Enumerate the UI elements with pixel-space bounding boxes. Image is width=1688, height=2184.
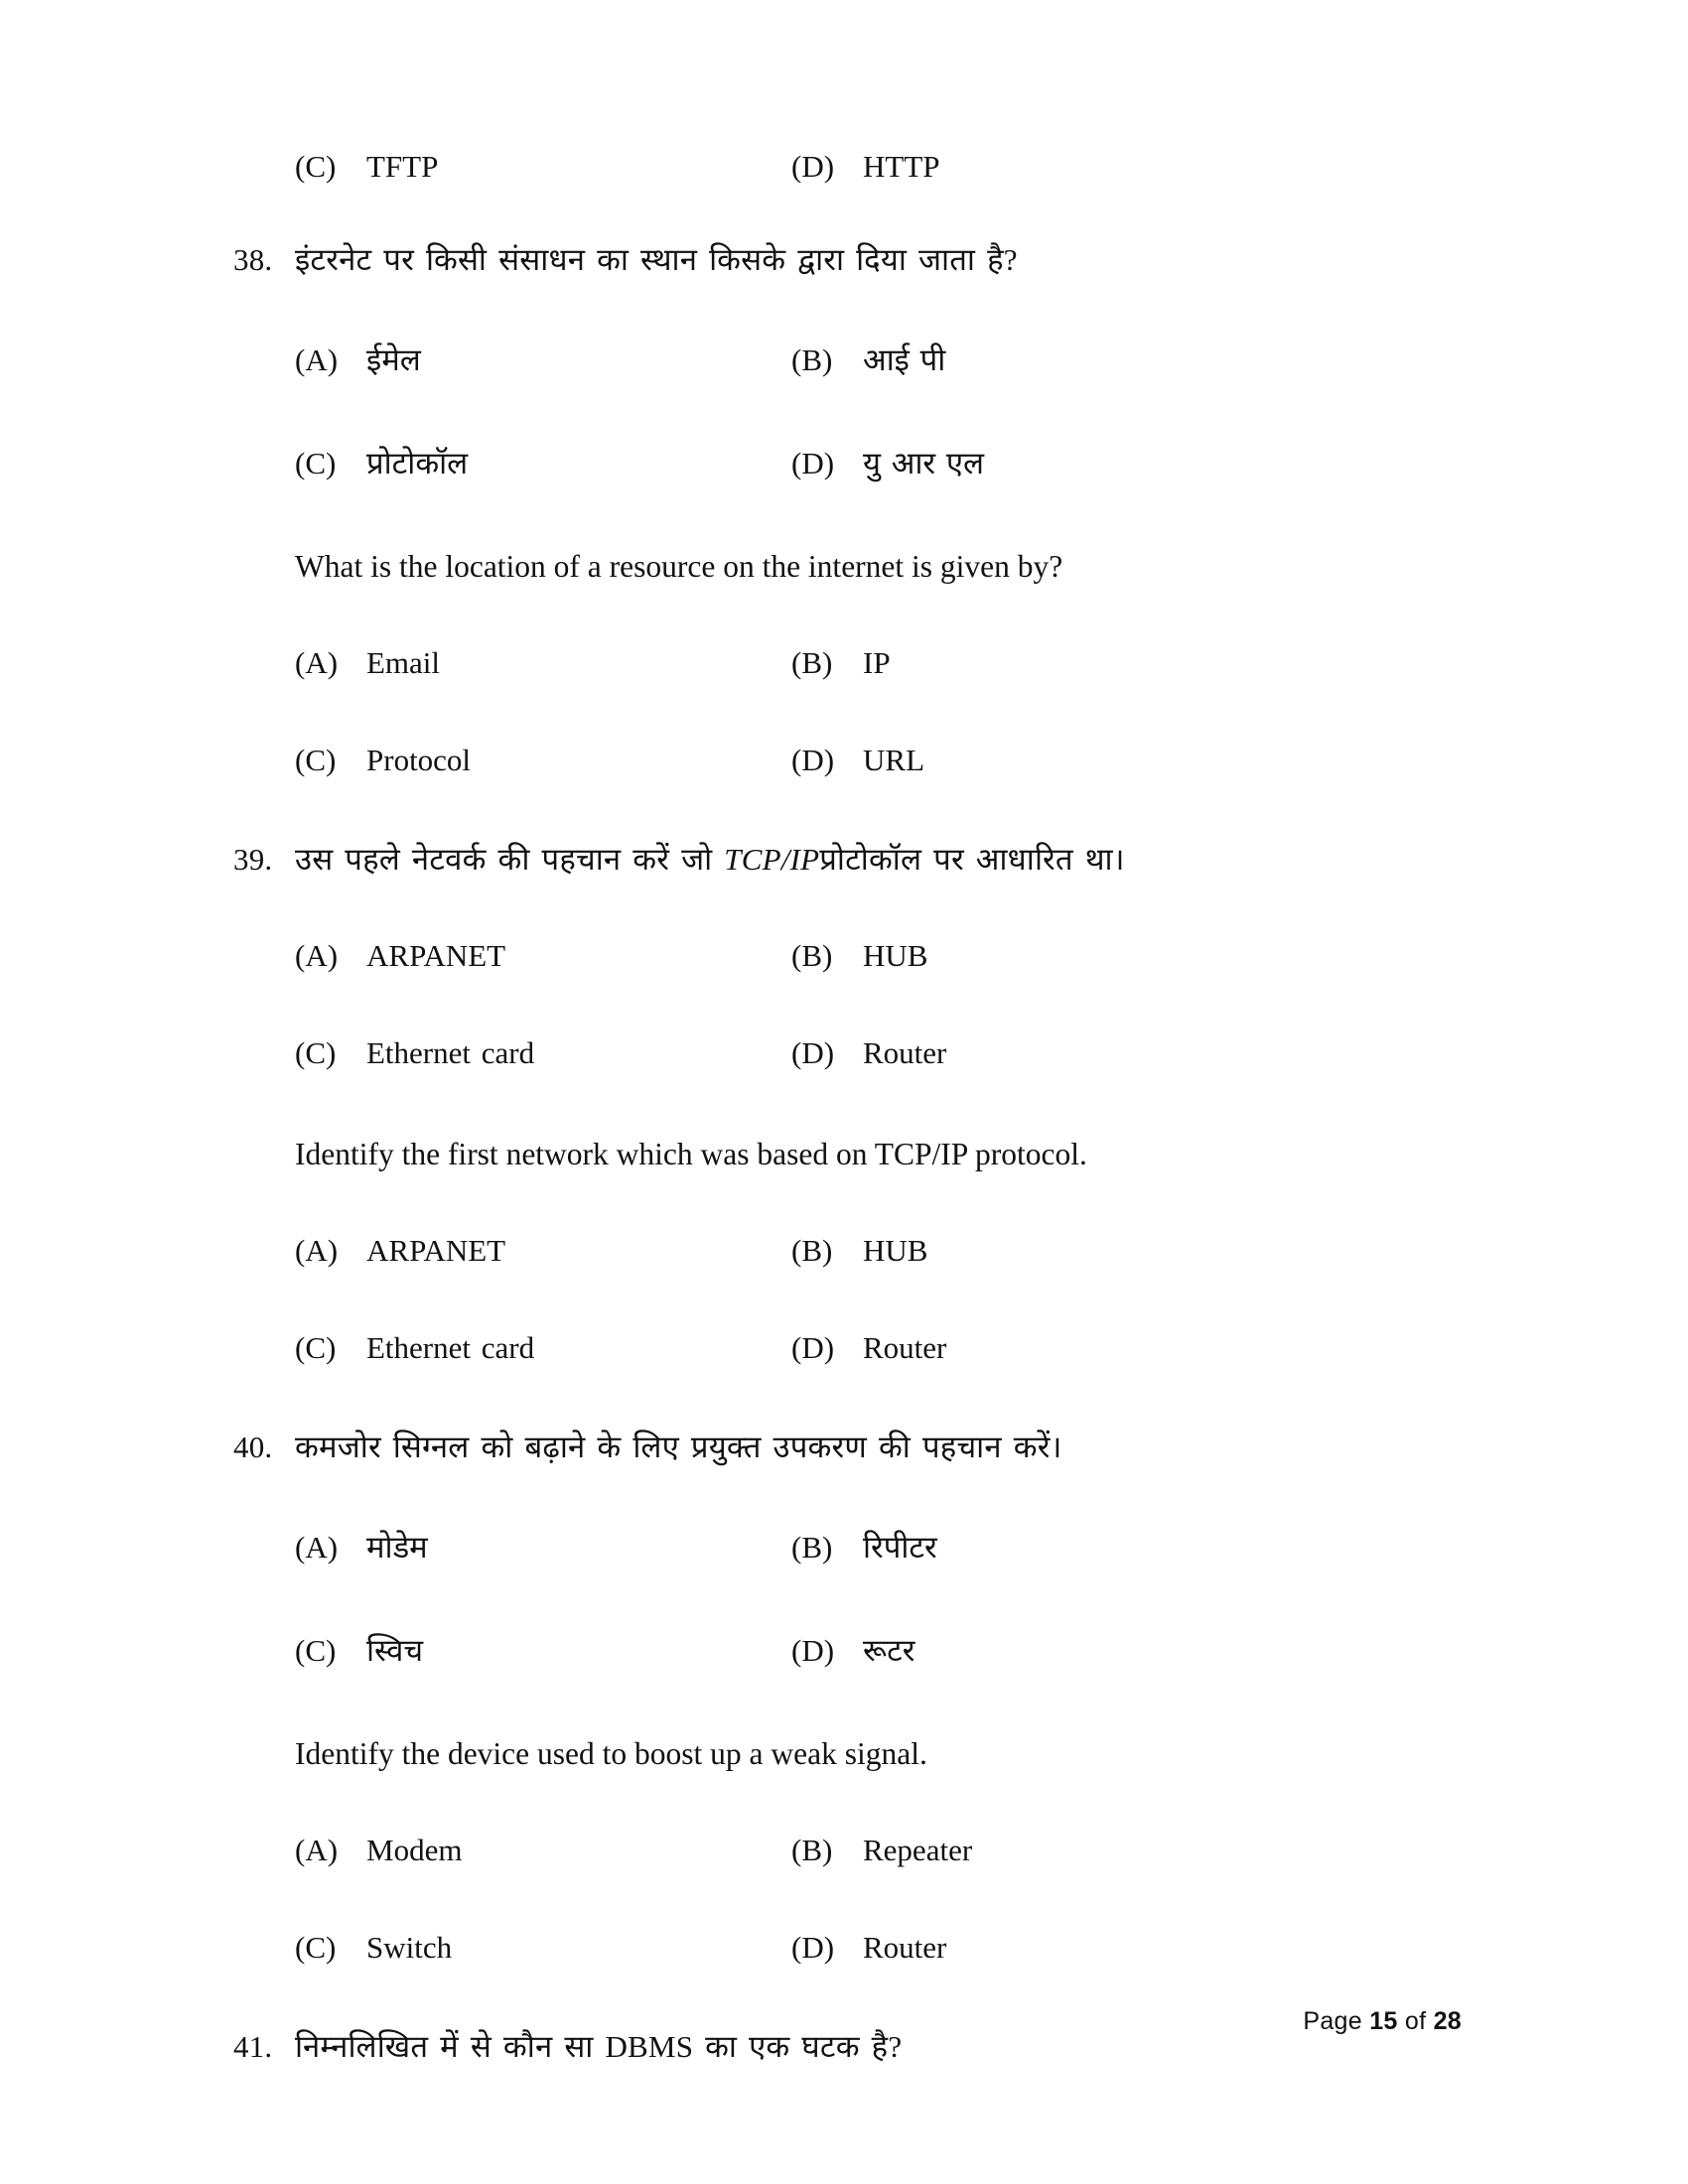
question-39-english-stem: Identify the first network which was based on TCP/IP protocol. [295, 1136, 1087, 1171]
option-key: (D) [791, 1929, 835, 1965]
option-key: (A) [295, 341, 339, 377]
question-38-hindi-options [295, 339, 1407, 483]
option-value: प्रोटोकॉल [366, 445, 469, 480]
option-value: Switch [366, 1929, 453, 1965]
question-text [295, 2027, 902, 2068]
option-key: (B) [791, 644, 833, 680]
option-key: (A) [295, 1529, 339, 1565]
option-c[interactable] [295, 149, 791, 185]
question-text: इंटरनेट पर किसी संसाधन का स्थान किसके द्वारा दिया जाता है? [295, 242, 1018, 277]
footer-total-pages: 28 [1433, 2007, 1462, 2035]
question-39-hindi-stem [233, 840, 1460, 881]
option-key: (C) [295, 1034, 337, 1070]
option-key: (D) [791, 1632, 835, 1668]
option-key: (A) [295, 644, 339, 680]
option-key: (B) [791, 341, 833, 377]
option-value: आई पी [863, 341, 946, 377]
option-value: Ethernet card [366, 1034, 535, 1070]
option-row [295, 645, 1407, 681]
option-key: (C) [295, 149, 337, 184]
option-row [295, 1833, 1407, 1868]
option-a[interactable] [295, 938, 791, 974]
option-d[interactable] [791, 1930, 1308, 1966]
option-row [295, 339, 1407, 380]
question-38-english-options [295, 645, 1407, 778]
option-key: (C) [295, 1329, 337, 1365]
option-value: यु आर एल [863, 445, 985, 480]
option-a[interactable] [295, 1833, 791, 1868]
question-number: 39. [233, 841, 273, 877]
question-number: 40. [233, 1429, 273, 1464]
question-40-english-stem: Identify the device used to boost up a weak signal. [295, 1735, 927, 1771]
question-text-part2: प्रोटोकॉल पर आधारित था। [819, 841, 1125, 877]
option-row [295, 442, 1407, 483]
option-value: Modem [366, 1832, 463, 1867]
option-b[interactable] [791, 1833, 1308, 1868]
option-value: Ethernet card [366, 1329, 535, 1365]
option-key: (A) [295, 1232, 339, 1268]
option-row [295, 1526, 1407, 1568]
option-row [295, 1629, 1407, 1671]
question-39-english-options [295, 1233, 1407, 1366]
option-value: HUB [863, 937, 928, 973]
question-39-hindi-options [295, 938, 1407, 1071]
option-b[interactable] [791, 1233, 1308, 1269]
option-key: (A) [295, 937, 339, 973]
option-c[interactable] [295, 1035, 791, 1071]
option-row [295, 149, 1407, 185]
page-footer [1303, 2007, 1462, 2036]
footer-middle: of [1397, 2007, 1434, 2035]
option-value: स्विच [366, 1632, 424, 1668]
option-row [295, 938, 1407, 974]
option-d[interactable] [791, 149, 1308, 185]
option-d[interactable] [791, 743, 1308, 778]
option-value: ARPANET [366, 937, 506, 973]
question-text: कमजोर सिग्नल को बढ़ाने के लिए प्रयुक्त उपकरण की पहचान करें। [295, 1429, 1062, 1464]
option-key: (D) [791, 1329, 835, 1365]
option-value: TFTP [366, 149, 439, 184]
option-b[interactable] [791, 339, 1308, 380]
option-a[interactable] [295, 645, 791, 681]
option-b[interactable] [791, 1526, 1308, 1568]
option-key: (D) [791, 445, 835, 480]
option-value: HUB [863, 1232, 928, 1268]
option-key: (B) [791, 937, 833, 973]
option-a[interactable] [295, 1233, 791, 1269]
option-value: IP [863, 644, 891, 680]
option-row [295, 1330, 1407, 1366]
carryover-options [295, 149, 1407, 185]
option-value: ईमेल [366, 341, 421, 377]
question-number: 41. [233, 2028, 273, 2064]
question-text [295, 840, 1125, 881]
option-value: मोडेम [366, 1529, 428, 1565]
option-c[interactable] [295, 1629, 791, 1671]
option-b[interactable] [791, 645, 1308, 681]
option-key: (D) [791, 149, 835, 184]
question-text-part1: निम्नलिखित में से कौन सा [295, 2028, 606, 2064]
option-c[interactable] [295, 1930, 791, 1966]
question-38-english-stem: What is the location of a resource on the internet is given by? [295, 548, 1063, 584]
option-value: Router [863, 1034, 947, 1070]
option-key: (C) [295, 445, 337, 480]
option-value: रूटर [863, 1632, 915, 1668]
option-value: HTTP [863, 149, 940, 184]
option-c[interactable] [295, 743, 791, 778]
question-40-hindi-options [295, 1526, 1407, 1671]
option-key: (C) [295, 742, 337, 777]
page-content [233, 149, 1460, 2067]
option-d[interactable] [791, 1629, 1308, 1671]
question-40-hindi-stem [233, 1428, 1460, 1468]
question-text-part2: का एक घटक है? [693, 2028, 903, 2064]
question-41-hindi-stem [233, 2027, 1460, 2068]
footer-current-page: 15 [1369, 2007, 1398, 2035]
question-text-acronym: DBMS [605, 2028, 694, 2064]
option-value: Router [863, 1329, 947, 1365]
option-value: ARPANET [366, 1232, 506, 1268]
option-row [295, 1930, 1407, 1966]
option-d[interactable] [791, 1035, 1308, 1071]
option-a[interactable] [295, 339, 791, 380]
option-key: (B) [791, 1832, 833, 1867]
question-38-hindi-stem [233, 240, 1460, 281]
option-value: Router [863, 1929, 947, 1965]
option-c[interactable] [295, 1330, 791, 1366]
question-40-english-options [295, 1833, 1407, 1966]
option-key: (A) [295, 1832, 339, 1867]
option-row [295, 1035, 1407, 1071]
option-key: (C) [295, 1929, 337, 1965]
option-value: Repeater [863, 1832, 973, 1867]
question-text-part1: उस पहले नेटवर्क की पहचान करें जो [295, 841, 725, 877]
option-d[interactable] [791, 442, 1308, 483]
option-value: URL [863, 742, 924, 777]
option-key: (D) [791, 742, 835, 777]
option-c[interactable] [295, 442, 791, 483]
option-value: Email [366, 644, 441, 680]
option-key: (C) [295, 1632, 337, 1668]
option-value: Protocol [366, 742, 472, 777]
option-a[interactable] [295, 1526, 791, 1568]
option-b[interactable] [791, 938, 1308, 974]
question-text-italic: TCP/IP [724, 841, 820, 877]
option-key: (D) [791, 1034, 835, 1070]
option-d[interactable] [791, 1330, 1308, 1366]
option-key: (B) [791, 1232, 833, 1268]
option-value: रिपीटर [863, 1529, 937, 1565]
question-number: 38. [233, 242, 273, 277]
option-row [295, 743, 1407, 778]
option-key: (B) [791, 1529, 833, 1565]
option-row [295, 1233, 1407, 1269]
footer-prefix: Page [1303, 2007, 1370, 2035]
